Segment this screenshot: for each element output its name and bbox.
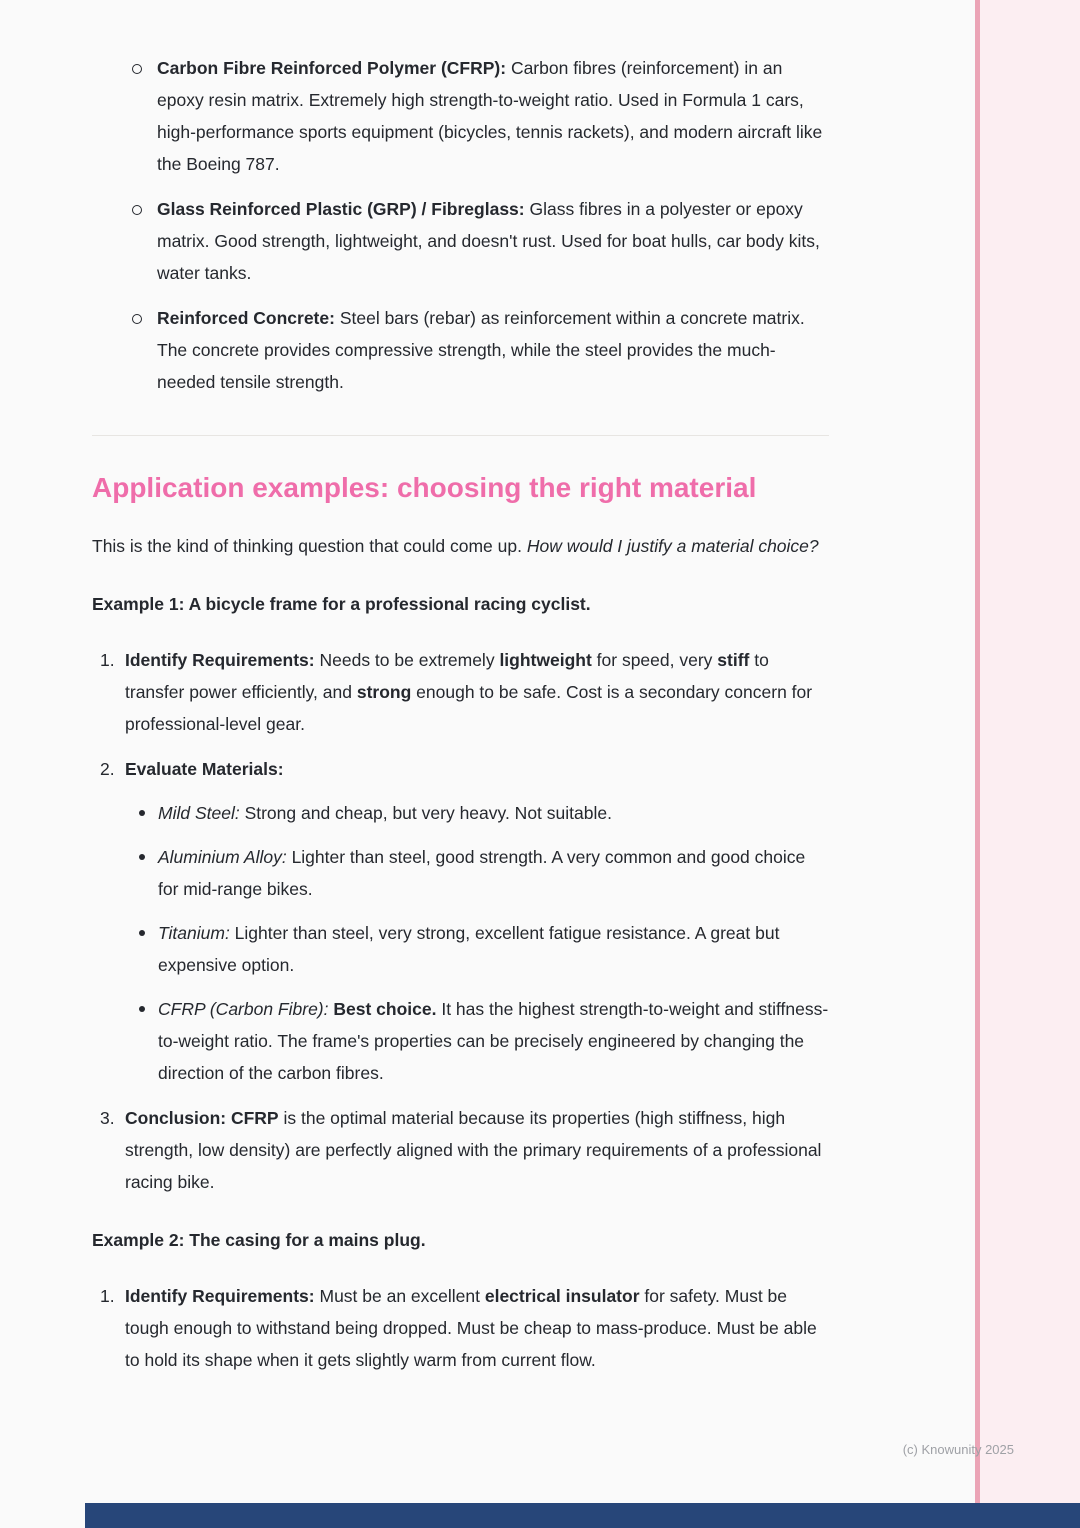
example1-steps-list — [92, 644, 829, 1198]
list-item-text: Reinforced Concrete: Steel bars (rebar) as reinforcement within a concrete matrix. The concrete provides compressive strength, while the steel provides the much-needed tensile strength. — [157, 308, 805, 392]
step-text: Identify Requirements: Must be an excellent electrical insulator for safety. Must be tough enough to withstand being dropped. Must be cheap to mass-produce. Must be able to hold its shape when it gets slightly warm from current flow. — [125, 1286, 817, 1370]
material-cfrp — [125, 993, 829, 1089]
step-number: 3. — [100, 1108, 115, 1128]
materials-evaluation-list — [125, 797, 829, 1089]
material-text: Mild Steel: Strong and cheap, but very heavy. Not suitable. — [158, 803, 612, 823]
section-heading: Application examples: choosing the right material — [92, 472, 757, 503]
composite-materials-list — [92, 52, 829, 398]
bottom-bar — [85, 1503, 1080, 1528]
step-number: 1. — [100, 650, 115, 670]
material-mild-steel — [125, 797, 829, 829]
material-text: CFRP (Carbon Fibre): Best choice. It has the highest strength-to-weight and stiffness-to-weight ratio. The frame's properties can be precisely engineered by changing the direction of the carbon fibres. — [158, 999, 829, 1083]
example2-title: Example 2: The casing for a mains plug. — [92, 1230, 426, 1250]
material-titanium — [125, 917, 829, 981]
step-text: Conclusion: CFRP is the optimal material because its properties (high stiffness, high strength, low density) are perfectly aligned with the primary requirements of a professional racing bike. — [125, 1108, 822, 1192]
document-content — [92, 52, 829, 1389]
section-divider — [92, 435, 829, 436]
step-number: 1. — [100, 1286, 115, 1306]
material-text: Aluminium Alloy: Lighter than steel, good strength. A very common and good choice for mid-range bikes. — [158, 847, 806, 899]
watermark: (c) Knowunity 2025 — [902, 1442, 1014, 1457]
material-aluminium-alloy — [125, 841, 829, 905]
list-item-text: Carbon Fibre Reinforced Polymer (CFRP): Carbon fibres (reinforcement) in an epoxy resin matrix. Extremely high strength-to-weight ratio. Used in Formula 1 cars, high-performance sports equipment (bicycles, tennis rackets), and modern aircraft like the Boeing 787. — [157, 58, 823, 174]
step-identify-requirements-2 — [92, 1280, 829, 1376]
list-item-cfrp — [92, 52, 829, 180]
material-text: Titanium: Lighter than steel, very strong, excellent fatigue resistance. A great but expensive option. — [158, 923, 780, 975]
list-item-grp-fibreglass — [92, 193, 829, 289]
example2-steps-list — [92, 1280, 829, 1376]
step-conclusion — [92, 1102, 829, 1198]
intro-paragraph: This is the kind of thinking question that could come up. How would I justify a material choice? — [92, 536, 819, 556]
step-text: Evaluate Materials: — [125, 759, 284, 779]
list-item-reinforced-concrete — [92, 302, 829, 398]
step-evaluate-materials — [92, 753, 829, 1089]
step-identify-requirements — [92, 644, 829, 740]
page-right-band — [975, 0, 1080, 1528]
example1-title: Example 1: A bicycle frame for a professional racing cyclist. — [92, 594, 591, 614]
list-item-text: Glass Reinforced Plastic (GRP) / Fibreglass: Glass fibres in a polyester or epoxy matrix. Good strength, lightweight, and doesn't rust. Used for boat hulls, car body kits, water tanks. — [157, 199, 820, 283]
step-text: Identify Requirements: Needs to be extremely lightweight for speed, very stiff to transfer power efficiently, and strong enough to be safe. Cost is a secondary concern for professional-level gear. — [125, 650, 813, 734]
step-number: 2. — [100, 759, 115, 779]
